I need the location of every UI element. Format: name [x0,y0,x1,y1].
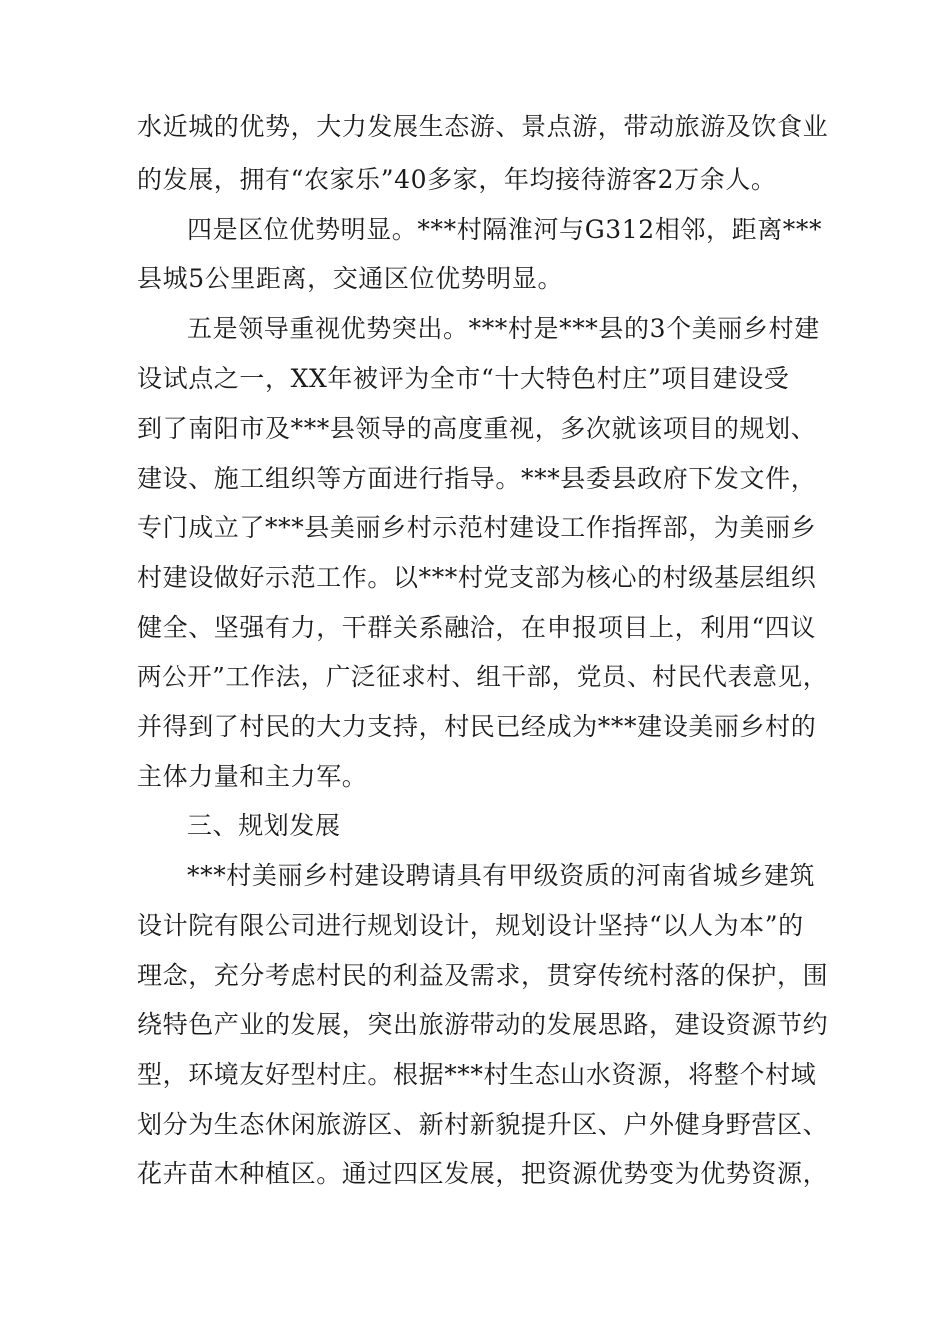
text-line: 建设、施工组织等方面进行指导。***县委县政府下发文件， [137,464,817,493]
paragraph-start-line: 四是区位优势明显。***村隔淮河与G312相邻，距离*** [187,215,823,244]
text-line: 两公开”工作法，广泛征求村、组干部，党员、村民代表意见， [137,662,828,691]
text-line: 并得到了村民的大力支持，村民已经成为***建设美丽乡村的 [137,712,817,741]
text-line: 村建设做好示范工作。以***村党支部为核心的村级基层组织 [137,563,817,592]
text-line: 设计院有限公司进行规划设计，规划设计坚持“以人为本”的 [137,911,804,940]
paragraph-start-line: 五是领导重视优势突出。***村是***县的3个美丽乡村建 [187,314,820,343]
text-line: 专门成立了***县美丽乡村示范村建设工作指挥部，为美丽乡 [137,513,817,542]
text-line: 水近城的优势，大力发展生态游、景点游，带动旅游及饮食业 [137,112,829,141]
text-line: 花卉苗木种植区。通过四区发展，把资源优势变为优势资源， [137,1159,829,1188]
text-line: 主体力量和主力军。 [137,762,368,791]
section-heading: 三、规划发展 [187,811,341,840]
text-line: 健全、坚强有力，干群关系融洽，在申报项目上，利用“四议 [137,613,816,642]
text-line: 县城5公里距离，交通区位优势明显。 [137,264,564,293]
text-line: 划分为生态休闲旅游区、新村新貌提升区、户外健身野营区、 [137,1110,829,1139]
text-line: 型，环境友好型村庄。根据***村生态山水资源，将整个村域 [137,1060,817,1089]
text-line: 理念，充分考虑村民的利益及需求，贯穿传统村落的保护，围 [137,961,829,990]
paragraph-start-line: ***村美丽乡村建设聘请具有甲级资质的河南省城乡建筑 [187,861,816,890]
text-line: 的发展，拥有“农家乐”40多家，年均接待游客2万余人。 [137,165,777,194]
text-line: 设试点之一，XX年被评为全市“十大特色村庄”项目建设受 [137,364,790,393]
text-line: 绕特色产业的发展，突出旅游带动的发展思路，建设资源节约 [137,1010,829,1039]
text-line: 到了南阳市及***县领导的高度重视，多次就该项目的规划、 [137,414,817,443]
